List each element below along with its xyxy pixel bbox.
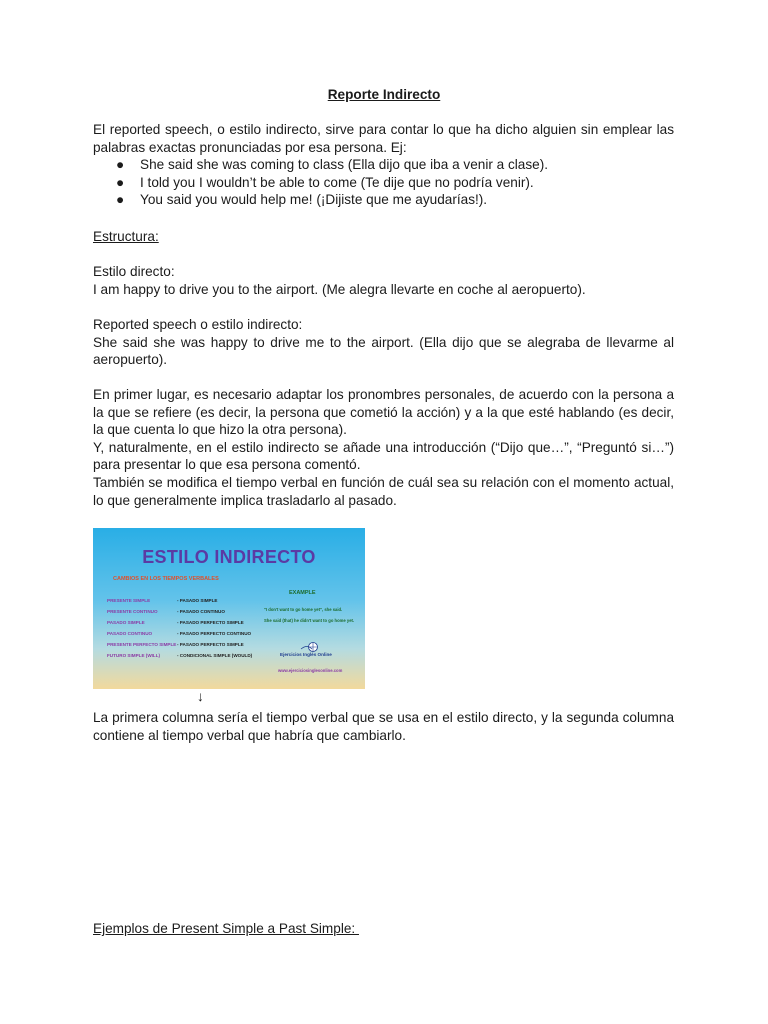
table-row: PRESENTE SIMPLE - PASADO SIMPLE [107, 598, 218, 603]
table-row: PRESENTE CONTINUO - PASADO CONTINUO [107, 609, 225, 615]
example-bullet-list [93, 156, 674, 209]
list-item: ● You said you would help me! (¡Dijiste que me ayudarías!). [116, 192, 488, 208]
list-item: ● I told you I wouldn’t be able to come (Te dije que no podría venir). [116, 174, 534, 190]
direct-style-section [93, 263, 674, 298]
infographic-url: www.ejerciciosinglesonline.com [278, 668, 343, 673]
infographic-example-label: EXAMPLE [289, 590, 316, 596]
direct-style-label: Estilo directo: [93, 264, 175, 279]
table-row: PASADO SIMPLE - PASADO PERFECTO SIMPLE [107, 620, 244, 626]
indirect-style-section [93, 316, 674, 369]
explanation-paragraph-1: En primer lugar, es necesario adaptar los pronombres personales, de acuerdo con la persona a la que se refiere (es decir, la persona que cometió la acción) y a la que esté hablando (es decir, la que cuenta lo que hizo la otra persona). [93, 387, 674, 438]
after-image-paragraph: La primera columna sería el tiempo verbal que se usa en el estilo directo, y la segunda columna contiene al tiempo verbal que habría que cambiarlo. [93, 710, 674, 743]
bullet-icon: ● [116, 157, 125, 173]
infographic-example-direct: "I don't want to go home yet", she said. [264, 607, 343, 612]
estilo-indirecto-infographic [93, 528, 365, 689]
down-arrow-icon: ↓ [197, 689, 204, 704]
bullet-icon: ● [116, 174, 125, 190]
table-row: PASADO CONTINUO - PASADO PERFECTO CONTINUO [107, 631, 252, 637]
explanation-paragraph-2: Y, naturalmente, en el estilo indirecto se añade una introducción (“Dijo que…”, “Preguntó si…”) para presentar lo que esa persona comentó. [93, 439, 674, 473]
indirect-style-label: Reported speech o estilo indirecto: [93, 317, 303, 332]
explanation-section [93, 386, 674, 509]
tense-table [107, 598, 267, 665]
intro-text: El reported speech, o estilo indirecto, sirve para contar lo que ha dicho alguien sin emplear las palabras exactas pronunciadas por esa persona. Ej: [93, 122, 674, 155]
bullet-icon: ● [116, 192, 125, 208]
infographic-title: ESTILO INDIRECTO [142, 547, 316, 567]
explanation-paragraph-3: También se modifica el tiempo verbal en función de cuál sea su relación con el momento actual, lo que generalmente implica trasladarlo al pasado. [93, 474, 674, 508]
estructura-heading: Estructura: [93, 229, 159, 244]
table-row: FUTURO SIMPLE (WILL) - CONDICIONAL SIMPLE (WOULD) [107, 653, 253, 659]
table-row: PRESENTE PERFECTO SIMPLE - PASADO PERFECTO SIMPLE [107, 642, 244, 648]
list-item: ● She said she was coming to class (Ella dijo que iba a venir a clase). [116, 157, 549, 173]
ejemplos-heading: Ejemplos de Present Simple a Past Simple: [93, 921, 359, 936]
infographic-subtitle: CAMBIOS EN LOS TIEMPOS VERBALES [113, 576, 219, 582]
document-title: Reporte Indirecto [327, 87, 441, 102]
infographic-example-reported: She said (that) he didn't want to go home yet. [264, 618, 355, 623]
indirect-style-example: She said she was happy to drive me to the airport. (Ella dijo que se alegraba de llevarme al aeropuerto). [93, 334, 674, 368]
direct-style-example: I am happy to drive you to the airport. (Me alegra llevarte en coche al aeropuerto). [93, 281, 586, 297]
intro-paragraph [93, 121, 674, 209]
infographic-brand: Ejercicios Inglés Online [280, 652, 332, 657]
